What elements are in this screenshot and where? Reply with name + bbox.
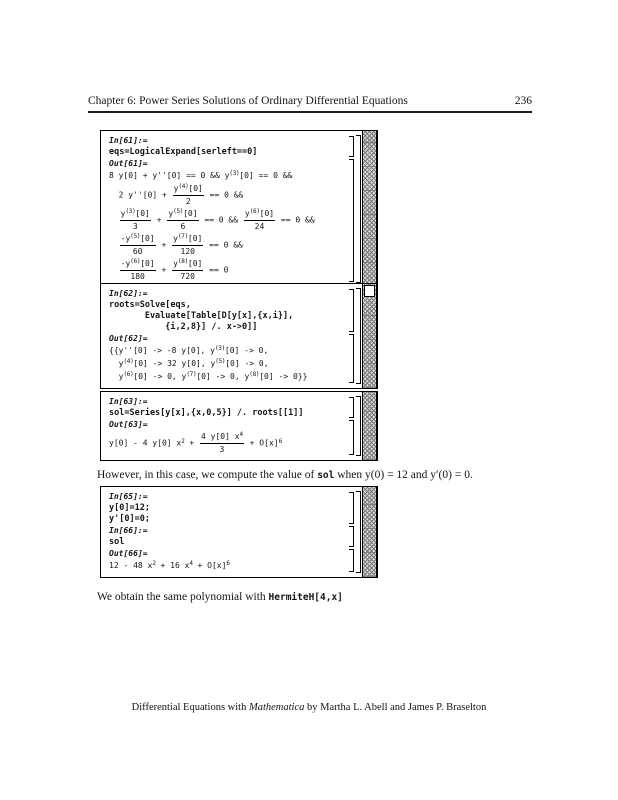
superscript: 2 [181,437,185,445]
output-cell [109,420,340,455]
superscript: (7) [177,233,188,240]
cell-bracket-gutter [340,392,363,460]
fraction: $\frac{-y^{(5)}[0]}{60}$ [120,233,155,256]
superscript: (4) [178,183,189,190]
page-footer: Differential Equations with Mathematica by Martha L. Abell and James P. Braselton [131,702,487,713]
scrollbar-strip [362,284,376,388]
cell-content [101,487,340,577]
cell-bracket [349,549,354,572]
code-line: 12 - 48 $x^2 + 16$ $x^4 + O[x]^6$ [109,560,230,570]
paragraph-sol-value: However, in this case, we compute the value of sol when y(0) = 12 and y′(0) = 0. [97,468,473,481]
cell-bracket [349,159,354,282]
code-line: $y^{(6)}[0] -> 0$, $y^{(7)}[0] -> 0$, $y^{(8)}[0] -> 0$}} [109,371,308,381]
superscript: 6 [226,560,230,567]
notebook-group-62 [100,283,378,389]
header-rule [88,111,532,113]
scrollbar-strip [362,131,376,287]
input-cell [109,526,340,547]
code-line: {i,2,8}] /. x->0]] [109,322,258,332]
paragraph-hermite: We obtain the same polynomial with HermiteH[4,x] [97,590,343,603]
superscript: (8) [249,371,260,378]
cell-label: Out[63]= [109,420,148,429]
fraction: $\frac{y^{(7)}[0]}{120}$ [173,233,203,256]
chapter-title: Chapter 6: Power Series Solutions of Ordinary Differential Equations [88,95,408,107]
superscript: 6 [278,437,282,445]
superscript: (5) [173,208,184,215]
notebook-group-61 [100,130,378,288]
output-cell [109,159,340,282]
notebook-group-65-66 [100,486,378,578]
cell-label: In[66]:= [109,526,148,535]
input-cell [109,289,340,332]
cell-label: Out[61]= [109,159,148,168]
page-number: 236 [514,95,532,107]
fraction: $\frac{y^{(8)}[0]}{720}$ [173,258,203,281]
cell-label: In[62]:= [109,289,148,298]
superscript: (3) [229,170,240,177]
page-header [88,95,532,107]
cell-label: Out[66]= [109,549,148,558]
code-line: y[0]=12; [109,503,150,513]
notebook-group-63 [100,391,378,461]
group-bracket [356,491,361,573]
group-bracket [356,288,361,384]
inline-code: HermiteH[4,x] [268,591,343,603]
superscript: (6) [123,371,134,378]
fraction: $\frac{y^{(3)}[0]}{3}$ [120,208,150,231]
cell-bracket [349,492,354,524]
code-line: $\frac{y^{(3)}[0]}{3}$ + $\frac{y^{(5)}[0]}{6}$ == 0 && $\frac{y^{(6)}[0]}{24}$ == 0 && [120,208,315,231]
output-cell [109,334,340,383]
scrollbar-strip [362,392,376,460]
code-line: 2 y''[0] + $\frac{y^{(4)}[0]}{2}$ == 0 && [109,183,244,206]
superscript: (4) [123,358,134,365]
cell-content [101,131,340,287]
cell-bracket-gutter [340,487,363,577]
italic-title: Mathematica [248,702,305,713]
code-line: $\frac{-y^{(5)}[0]}{60}$ + $\frac{y^{(7)}[0]}{120}$ == 0 && [120,233,243,256]
input-cell [109,136,340,157]
input-cell [109,397,340,418]
cell-label: Out[62]= [109,334,148,343]
cell-bracket [349,334,354,383]
superscript: (6) [249,208,260,215]
code-line: eqs=LogicalExpand[serleft==0] [109,147,258,157]
code-line: $\frac{-y^{(6)}[0]}{180}$ + $\frac{y^{(8)}[0]}{720}$ == 0 [120,258,229,281]
code-line: y'[0]=0; [109,514,150,524]
input-cell [109,492,340,524]
superscript: (5) [215,358,226,365]
code-line: sol=Series[y[x],{x,0,5}] /. roots[[1]] [109,408,304,418]
inline-code: sol [317,469,335,481]
code-line: Evaluate[Table[D[y[x],{x,i}], [109,311,294,321]
superscript: (3) [125,208,136,215]
superscript: 2 [152,560,156,567]
scrollbar-thumb [364,285,375,297]
code-line: y[0] - 4 y[0] $x^2$ + $\frac{4 y[0] x^4}{3}$ + $O[x]^6$ [109,431,282,454]
cell-bracket-gutter [340,284,363,388]
group-bracket [356,135,361,283]
fraction: $\frac{y^{(5)}[0]}{6}$ [168,208,198,231]
superscript: (8) [177,258,188,265]
fraction: $\frac{-y^{(6)}[0]}{180}$ [120,258,155,281]
scrollbar-strip [362,487,376,577]
cell-bracket [349,136,354,157]
cell-bracket [349,289,354,332]
cell-bracket-gutter [340,131,363,287]
fraction: $\frac{y^{(6)}[0]}{24}$ [244,208,275,231]
cell-label: In[63]:= [109,397,148,406]
cell-bracket [349,420,354,455]
fraction: $\frac{y^{(4)}[0]}{2}$ [173,183,203,206]
superscript: (7) [186,371,197,378]
code-line: 8 y[0] + y''[0] == 0 && $y^{(3)}[0] == 0$ && [109,170,293,180]
superscript: (5) [130,233,141,240]
cell-content [101,284,340,388]
superscript: (3) [214,345,225,352]
superscript: (6) [130,258,141,265]
code-line: roots=Solve[eqs, [109,300,191,310]
cell-label: In[65]:= [109,492,148,501]
fraction: $\frac{4 y[0] x^4}{3}$ [201,431,243,454]
superscript: 4 [239,431,243,438]
cell-bracket [349,397,354,418]
output-cell [109,549,340,572]
code-line: $y^{(4)}[0] -> 32$ y[0], $y^{(5)}[0] -> 0$, [109,358,269,368]
group-bracket [356,396,361,456]
cell-bracket [349,526,354,547]
cell-label: In[61]:= [109,136,148,145]
superscript: 4 [189,560,193,567]
code-line: sol [109,537,125,547]
cell-content [101,392,340,460]
code-line: {{y''[0] -> -8 y[0], $y^{(3)}[0] -> 0$, [109,345,269,355]
